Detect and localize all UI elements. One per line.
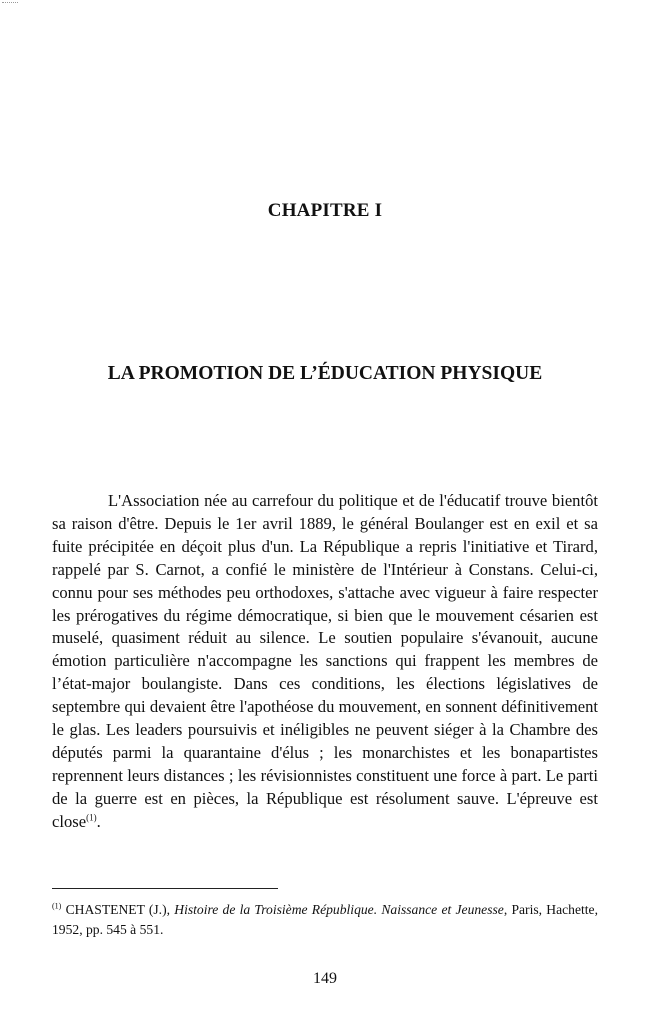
footnote-details: , Paris, Hachette, 1952, pp. 545 à 551. [52,902,598,937]
footnote [52,900,598,940]
footnote-author: CHASTENET (J.), [65,902,175,917]
scan-corner-mark [2,2,18,3]
footnote-work-title: Histoire de la Troisième République. Naissance et Jeunesse [174,902,504,917]
body-paragraph-end: . [96,811,101,831]
chapter-heading: CHAPITRE I [267,200,383,221]
body-paragraph [52,490,598,834]
chapter-title: LA PROMOTION DE L’ÉDUCATION PHYSIQUE [107,363,543,384]
page-number: 149 [313,970,337,987]
body-paragraph-text: L'Association née au carrefour du politique et de l'éducatif trouve bientôt sa raison d'être. Depuis le 1er avril 1889, le général Boulanger est en exil et sa fuite précipitée en déçoit plus d'un. La République a repris l'initiative et Tirard, rappelé par S. Carnot, a confié le ministère de l'Intérieur à Constans. Celui-ci, connu pour ses méthodes peu orthodoxes, s'attache avec vigueur à faire respecter les prérogatives du régime démocratique, si bien que le mouvement césarien est muselé, quasiment réduit au silence. Le soutien populaire s'évanouit, aucune émotion particulière n'accompagne les sanctions qui frappent les membres de l’état-major boulangiste. Dans ces conditions, les élections législatives de septembre qui devaient être l'apothéose du mouvement, en sonnent définitivement le glas. Les leaders poursuivis et inéligibles ne peuvent siéger à la Chambre des députés parmi la quarantaine d'élus ; les monarchistes et les bonapartistes reprennent leurs distances ; les révisionnistes constituent une force à part. Le parti de la guerre est en pièces, la République est résolument sauve. L'épreuve est close [52,491,598,831]
footnote-separator [52,888,278,889]
footnote-marker: (1) [52,901,62,911]
footnote-reference: (1) [86,812,97,823]
